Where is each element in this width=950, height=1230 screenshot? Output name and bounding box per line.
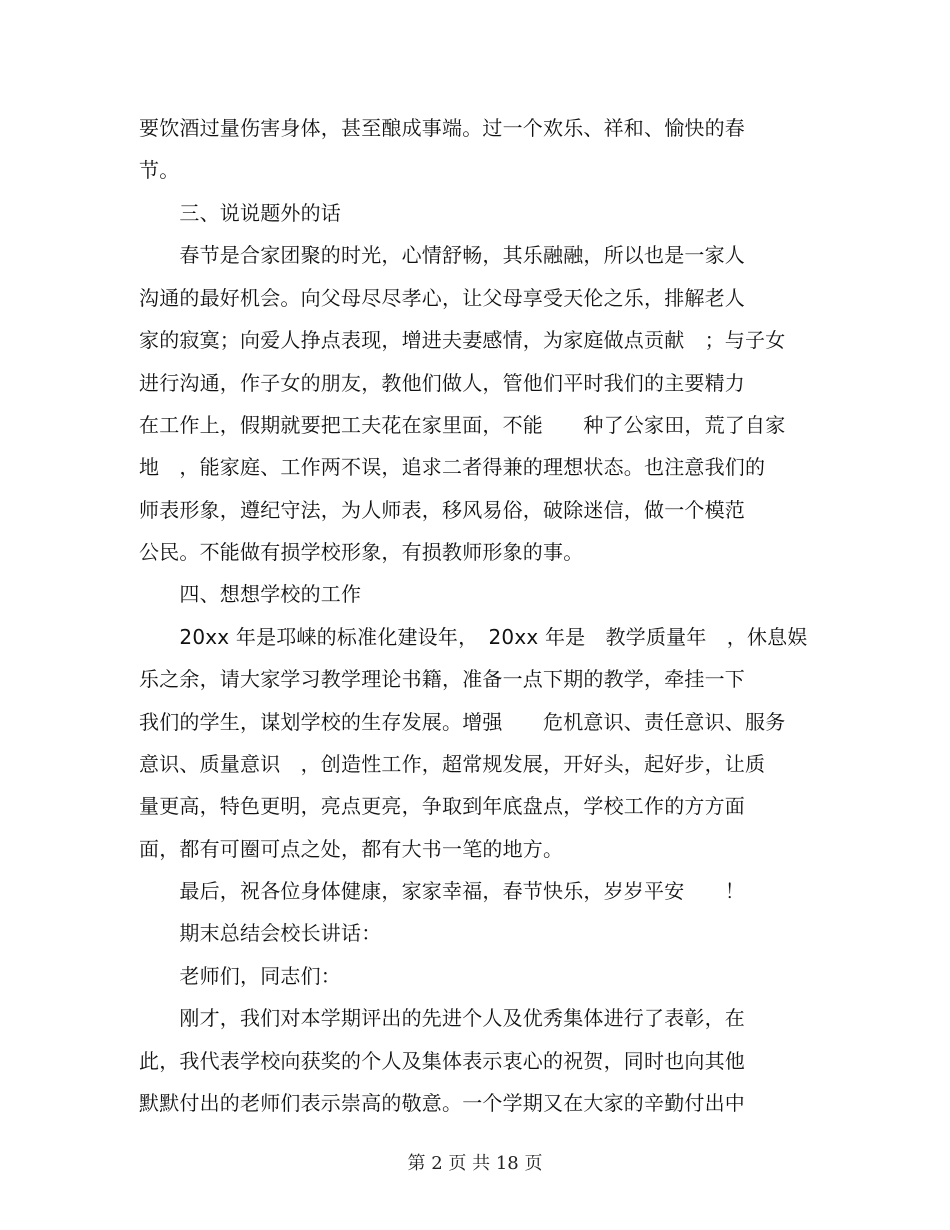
- text-line: 面，都有可圈可点之处，都有大书一笔的地方。: [139, 837, 564, 861]
- text-line: 公民。不能做有损学校形象，有损教师形象的事。: [139, 540, 584, 564]
- text-line: 地 ，能家庭、工作两不误，追求二者得兼的理想状态。也注意我们的: [139, 455, 766, 479]
- text-line: 在工作上，假期就要把工夫花在家里面，不能 种了公家田，荒了自家: [139, 413, 786, 437]
- salutation: 老师们，同志们：: [139, 964, 341, 988]
- text-line: 沟通的最好机会。向父母尽尽孝心，让父母享受天伦之乐，排解老人: [139, 286, 745, 310]
- text-line: 进行沟通，作子女的朋友，教他们做人，管他们平时我们的主要精力: [139, 371, 745, 395]
- text-line: 节。: [139, 158, 180, 182]
- text-line: 乐之余，请大家学习教学理论书籍，准备一点下期的教学，牵挂一下: [139, 667, 745, 691]
- speech-title: 期末总结会校长讲话：: [139, 921, 382, 945]
- page-number-footer: 第 2 页 共 18 页: [407, 1153, 543, 1174]
- text-line: 师表形象，遵纪守法，为人师表，移风易俗，破除迷信，做一个模范: [139, 498, 745, 522]
- text-line: 春节是合家团聚的时光，心情舒畅，其乐融融，所以也是一家人: [139, 243, 745, 267]
- text-line: 量更高，特色更明，亮点更亮，争取到年底盘点，学校工作的方方面: [139, 794, 745, 818]
- text-line: 家的寂寞；向爱人挣点表现，增进夫妻感情，为家庭做点贡献 ；与子女: [139, 328, 786, 352]
- text-line: 默默付出的老师们表示崇高的敬意。一个学期又在大家的辛勤付出中: [139, 1091, 745, 1115]
- text-line: 意识、质量意识 ，创造性工作，超常规发展，开好头，起好步，让质: [139, 752, 766, 776]
- section-heading: 四、想想学校的工作: [139, 582, 362, 606]
- section-heading: 三、说说题外的话: [139, 201, 341, 225]
- text-line: 20xx 年是邛崃的标准化建设年， 20xx 年是 教学质量年 ，休息娱: [139, 625, 808, 649]
- text-line: 要饮酒过量伤害身体，甚至酿成事端。过一个欢乐、祥和、愉快的春: [139, 116, 745, 140]
- text-line: 刚才，我们对本学期评出的先进个人及优秀集体进行了表彰，在: [139, 1006, 745, 1030]
- text-line: 最后，祝各位身体健康，家家幸福，春节快乐，岁岁平安 ！: [139, 879, 745, 903]
- text-line: 此，我代表学校向获奖的个人及集体表示衷心的祝贺，同时也向其他: [139, 1049, 745, 1073]
- text-line: 我们的学生，谋划学校的生存发展。增强 危机意识、责任意识、服务: [139, 710, 786, 734]
